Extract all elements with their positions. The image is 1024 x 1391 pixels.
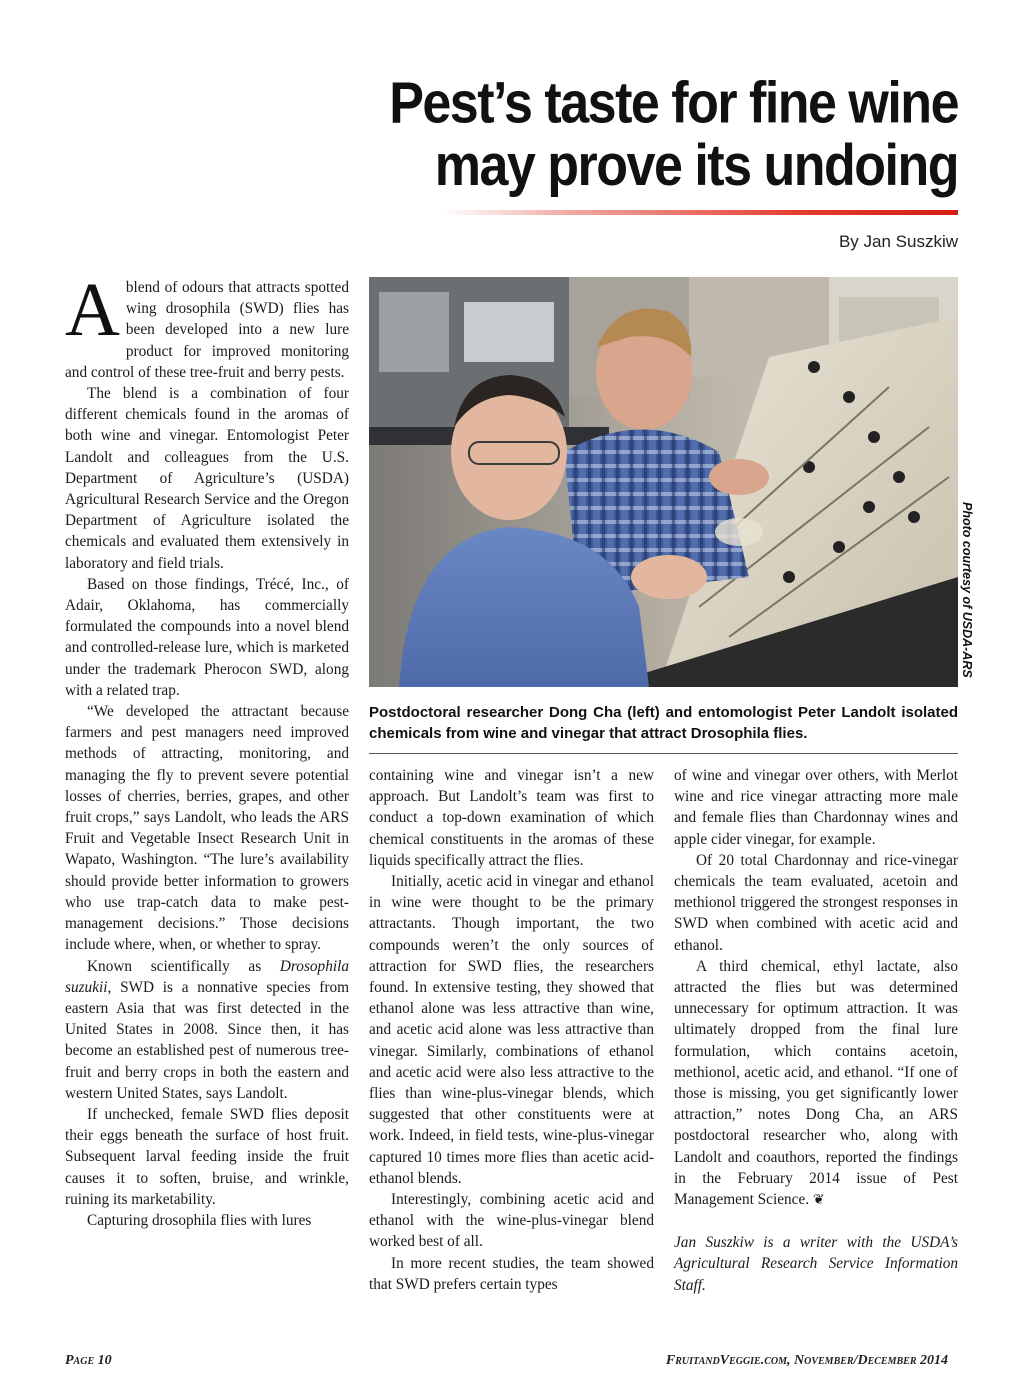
article-title bbox=[338, 72, 958, 197]
author-note: Jan Suszkiw is a writer with the USDA’s Agricultural Research Service Information Staff. bbox=[674, 1234, 958, 1294]
species-name: Drosophila suzukii bbox=[65, 957, 350, 996]
paragraph: “We developed the attractant because farmers and pest managers need improved methods of attracting, monitoring, and managing the fly to prevent severe potential losses of cherries, berries, grapes, and other fruit crops,” says Landolt, who leads the ARS Fruit and Vegetable Insect Research Unit in Wapato, Washington. “The lure’s availability should provide better information to growers who use trap-catch data to make pest-management decisions.” Those decisions include where, when, or whether to spray. bbox=[65, 703, 349, 954]
lab-photo-illustration bbox=[369, 277, 958, 687]
column-3 bbox=[674, 765, 958, 1296]
lab-photo bbox=[369, 277, 958, 687]
photo-credit: Photo courtesy of USDA-ARS bbox=[960, 502, 974, 678]
drop-cap: A bbox=[65, 268, 120, 352]
title-rule bbox=[444, 210, 958, 215]
page-number: Page 10 bbox=[65, 1353, 112, 1368]
column-1 bbox=[65, 268, 350, 1231]
paragraph: Of 20 total Chardonnay and rice-vinegar chemicals the team evaluated, acetoin and methionol triggered the strongest responses in SWD when combined with acetic acid and ethanol. bbox=[674, 851, 958, 954]
photo-caption: Postdoctoral researcher Dong Cha (left) and entomologist Peter Landolt isolated chemicals from wine and vinegar that attract Drosophila flies. bbox=[369, 704, 958, 742]
paragraph: Known scientifically as Drosophila suzukii, SWD is a nonnative species from eastern Asia that was first detected in the United States in 2008. Since then, it has become an established pest of numerous tree-fruit and berry crops in both the eastern and western United States, says Landolt. bbox=[65, 957, 350, 1102]
column-2 bbox=[369, 765, 654, 1295]
byline: By Jan Suszkiw bbox=[838, 232, 958, 251]
paragraph: containing wine and vinegar isn’t a new approach. But Landolt’s team was first to conduct a top-down examination of which chemical constituents in the aromas of these liquids specifically attract the flies. bbox=[369, 767, 654, 869]
paragraph: Capturing drosophila flies with lures bbox=[87, 1211, 312, 1229]
paragraph: of wine and vinegar over others, with Merlot wine and rice vinegar attracting more male and female flies than Chardonnay wines and apple cider vinegar, for example. bbox=[674, 767, 958, 848]
paragraph: Ablend of odours that attracts spotted wing drosophila (SWD) flies has been developed into a new lure product for improved monitoring and control of these tree-fruit and berry pests. bbox=[65, 268, 349, 381]
publication-footer: FruitandVeggie.com, November/December 2014 bbox=[665, 1353, 948, 1368]
paragraph: Initially, acetic acid in vinegar and ethanol in wine were thought to be the primary attractants. Though important, the two compounds weren’t the only sources of attraction for SWD flies, the researchers found. In extensive testing, they showed that ethanol alone was less attractive than wine, and acetic acid alone was less attractive than vinegar. Similarly, combinations of ethanol and acetic acid were also less attractive to the flies than wine-plus-vinegar blends, which suggested that other constituents were at work. Indeed, in field tests, wine-plus-vinegar captured 10 times more flies than acetic acid-ethanol blends. bbox=[369, 873, 654, 1187]
title-line-1: Pest’s taste for fine wine bbox=[389, 70, 958, 136]
paragraph: Based on those findings, Trécé, Inc., of Adair, Oklahoma, has commercially formulated the compounds into a novel blend and controlled-release lure, which is marketed under the trademark Pherocon SWD, along with a related trap. bbox=[65, 575, 349, 699]
paragraph: Interestingly, combining acetic acid and ethanol with the wine-plus-vinegar blend worked best of all. bbox=[369, 1191, 654, 1251]
paragraph: The blend is a combination of four different chemicals found in the aromas of both wine and vinegar. Entomologist Peter Landolt and colleagues from the U.S. Department of Agriculture’s (USDA) Agricultural Research Service and the Oregon Department of Agriculture isolated the chemicals and evaluated them extensively in laboratory and field trials. bbox=[65, 385, 349, 572]
end-mark-icon: ❦ bbox=[812, 1192, 825, 1209]
paragraph: If unchecked, female SWD flies deposit their eggs beneath the surface of host fruit. Subsequent larval feeding inside the fruit causes it to soften, bruise, and wrinkle, ruining its marketability. bbox=[65, 1105, 349, 1208]
title-line-2: may prove its undoing bbox=[434, 133, 958, 199]
paragraph: In more recent studies, the team showed that SWD prefers certain types bbox=[369, 1254, 654, 1293]
caption-divider bbox=[369, 753, 958, 754]
paragraph: A third chemical, ethyl lactate, also attracted the flies but was determined unnecessary for optimum attraction. It was ultimately dropped from the final lure formulation, which contains acetoin, methionol, acetic acid, and ethanol. “If one of those is missing, you get significantly lower attraction,” notes Dong Cha, an ARS postdoctoral researcher who, along with Landolt and coauthors, reported the findings in the February 2014 issue of Pest Management Science. ❦ bbox=[674, 957, 958, 1209]
